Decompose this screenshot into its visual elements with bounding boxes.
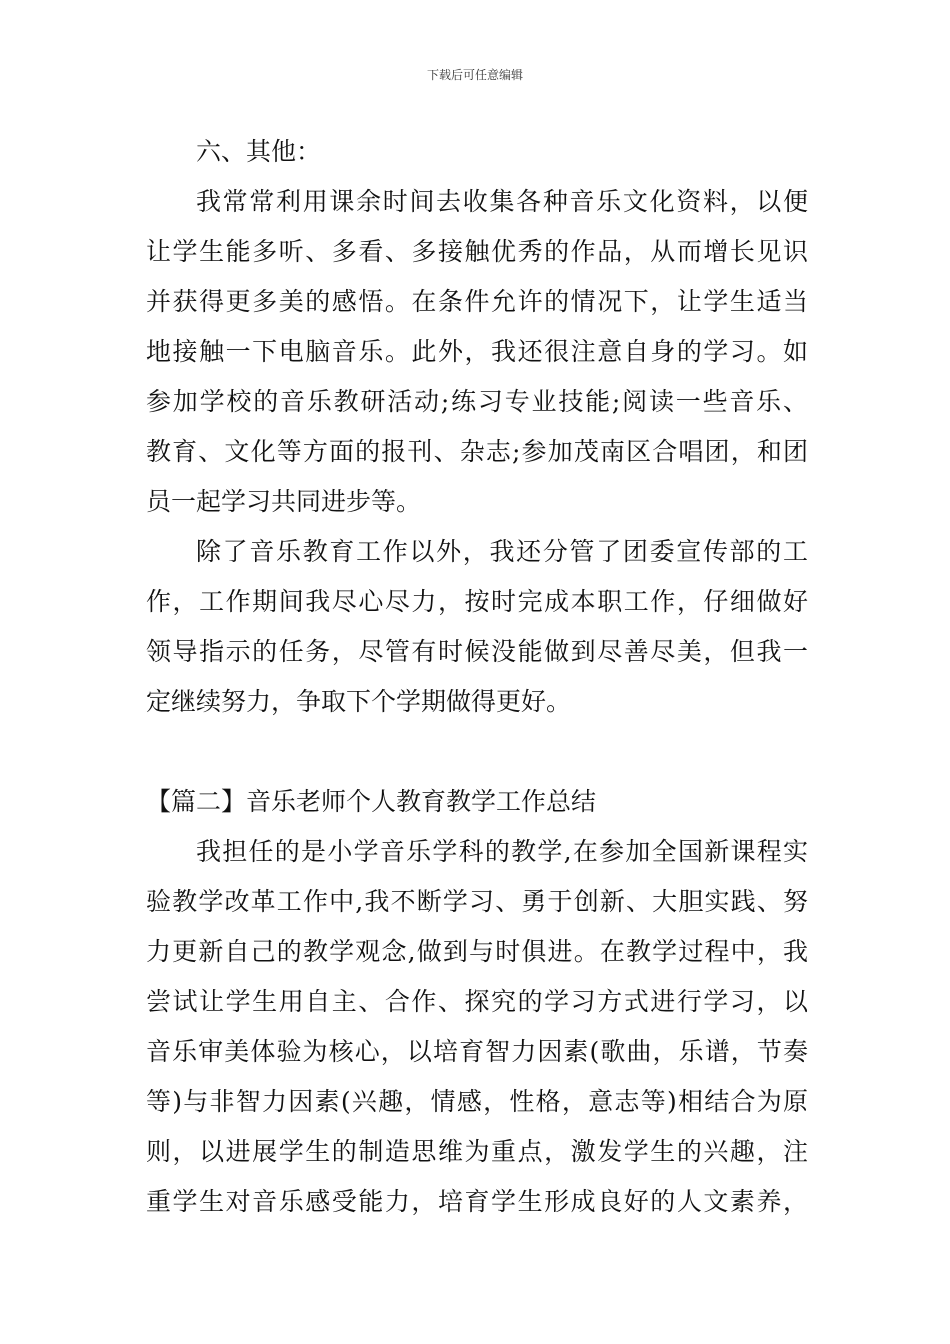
text-line: 验教学改革工作中,我不断学习、勇于创新、大胆实践、努	[146, 887, 808, 916]
text-line: 等)与非智力因素(兴趣，情感，性格，意志等)相结合为原	[146, 1087, 808, 1116]
paragraph-extra-duties	[146, 527, 808, 727]
text-line: 让学生能多听、多看、多接触优秀的作品，从而增长见识	[146, 237, 808, 266]
text-line: 我担任的是小学音乐学科的教学,在参加全国新课程实	[196, 837, 808, 866]
text-line: 除了音乐教育工作以外，我还分管了团委宣传部的工	[196, 537, 808, 566]
text-line: 力更新自己的教学观念,做到与时俱进。在教学过程中，我	[146, 937, 808, 966]
text-line: 重学生对音乐感受能力，培育学生形成良好的人文素养，	[146, 1187, 808, 1216]
text-line: 我常常利用课余时间去收集各种音乐文化资料，以便	[196, 187, 808, 216]
text-line: 教育、文化等方面的报刊、杂志;参加茂南区合唱团，和团	[146, 437, 808, 466]
section-spacer	[146, 727, 808, 777]
text-line: 作，工作期间我尽心尽力，按时完成本职工作，仔细做好	[146, 587, 808, 616]
part-two-title: 【篇二】音乐老师个人教育教学工作总结	[146, 787, 597, 816]
text-line: 并获得更多美的感悟。在条件允许的情况下，让学生适当	[146, 287, 808, 316]
section-heading: 六、其他：	[196, 137, 322, 166]
page-header-note: 下载后可任意编辑	[426, 68, 523, 82]
text-line: 参加学校的音乐教研活动;练习专业技能;阅读一些音乐、	[146, 387, 808, 416]
paragraph-other-activities	[146, 177, 808, 527]
paragraph-teaching-summary	[146, 827, 808, 1227]
document-body	[146, 127, 808, 1227]
text-line: 音乐审美体验为核心，以培育智力因素(歌曲，乐谱，节奏	[146, 1037, 808, 1066]
text-line: 则，以进展学生的制造思维为重点，激发学生的兴趣，注	[146, 1137, 808, 1166]
text-line: 定继续努力，争取下个学期做得更好。	[146, 687, 572, 716]
text-line: 员一起学习共同进步等。	[146, 487, 422, 516]
text-line: 领导指示的任务，尽管有时候没能做到尽善尽美，但我一	[146, 637, 808, 666]
text-line: 地接触一下电脑音乐。此外，我还很注意自身的学习。如	[146, 337, 808, 366]
text-line: 尝试让学生用自主、合作、探究的学习方式进行学习，以	[146, 987, 808, 1016]
